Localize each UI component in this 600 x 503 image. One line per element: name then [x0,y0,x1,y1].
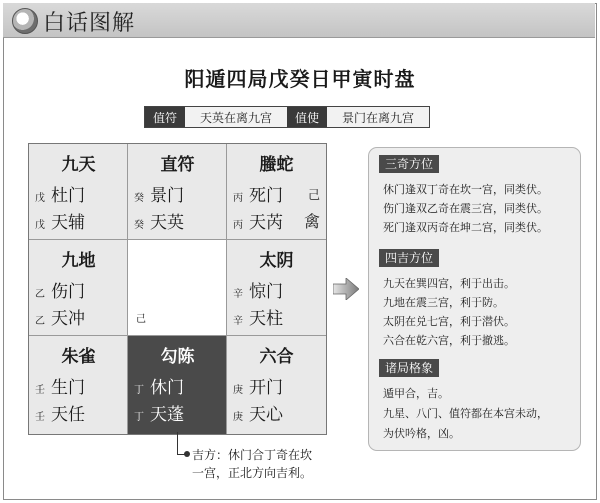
panel-line: 遁甲合，吉。 [383,387,449,400]
palace-star [233,304,323,329]
palace-extra-stem: 己 [307,188,320,202]
palace-star [35,304,125,329]
door-stem: 庚 [233,385,243,396]
door-name: 开门 [249,378,283,398]
zhishi-value: 景门在离九宫 [327,107,429,127]
panel-line: 九地在震三宫，利于防。 [383,296,504,309]
palace-cell [29,336,128,434]
star-name: 天辅 [51,213,85,233]
door-name: 惊门 [249,282,283,302]
logo-emblem-icon [12,8,38,34]
star-stem: 癸 [134,220,144,231]
palace-spirit: 朱雀 [61,347,96,367]
star-stem: 丙 [233,220,243,231]
palace-spirit: 螣蛇 [259,155,294,175]
panel-line: 太阴在兑七宫，利于潜伏。 [383,315,515,328]
palace-spirit: 六合 [259,347,294,367]
header-title: 白话图解 [43,11,136,36]
footnote-leader-line [177,432,178,454]
panel-line: 伤门逢双乙奇在震三宫，同类伏。 [383,202,548,215]
door-name: 死门 [249,186,283,206]
star-stem: 壬 [35,412,45,423]
palace-spirit: 太阴 [259,251,294,271]
star-name: 天英 [150,213,184,233]
star-stem: 庚 [233,412,243,423]
palace-door [35,181,125,206]
panel-line: 九星、八门、值符都在本宫未动， [383,407,548,420]
palace-cell [29,240,128,336]
palace-star [134,208,224,233]
section-tag-geju: 诸局格象 [379,359,439,377]
palace-cell [227,240,326,336]
palace-door [233,277,323,302]
door-stem: 辛 [233,289,243,300]
zhishi-label: 值使 [287,107,327,127]
palace-cell [29,144,128,240]
footnote-line: 吉方：休门合丁奇在坎 [192,448,313,462]
panel-line: 六合在乾六宫，利于撤逃。 [383,334,515,347]
door-name: 休门 [150,378,184,398]
star-stem: 丁 [134,412,144,423]
panel-line: 休门逢双丁奇在坎一宫，同类伏。 [383,183,548,196]
section-tag-siji: 四吉方位 [379,249,439,267]
panel-line: 九天在巽四宫，利于出击。 [383,277,515,290]
door-stem: 壬 [35,385,45,396]
center-stem: 己 [136,314,146,325]
star-stem: 乙 [35,316,45,327]
star-name: 天蓬 [150,405,184,425]
chart-title: 阳遁四局戊癸日甲寅时盘 [184,67,416,91]
footnote-line: 一宫，正北方向吉利。 [192,466,313,480]
palace-spirit: 九天 [61,155,96,175]
palace-spirit: 九地 [61,251,96,271]
door-stem: 癸 [134,193,144,204]
palace-door [134,181,224,206]
footnote [192,446,352,482]
door-stem: 丁 [134,385,144,396]
palace-extra-star: 禽 [303,212,320,231]
star-stem: 辛 [233,316,243,327]
star-name: 天心 [249,405,283,425]
star-name: 天任 [51,405,85,425]
door-name: 杜门 [51,186,85,206]
palace-door [35,373,125,398]
palace-star [35,400,125,425]
palace-star [233,400,323,425]
palace-star [35,208,125,233]
footnote-bullet-icon [184,451,190,457]
door-stem: 乙 [35,289,45,300]
palace-cell [128,144,227,240]
door-name: 伤门 [51,282,85,302]
palace-spirit: 勾陈 [160,347,195,367]
palace-star [134,400,224,425]
right-arrow-icon [333,278,359,300]
star-name: 天柱 [249,309,283,329]
door-name: 生门 [51,378,85,398]
zhifu-label: 值符 [145,107,185,127]
palace-cell-highlighted [128,336,227,434]
door-name: 景门 [150,186,184,206]
palace-door [35,277,125,302]
palace-cell [227,336,326,434]
star-name: 天冲 [51,309,85,329]
palace-grid [28,143,327,435]
info-bar [144,106,430,128]
header-bar [3,3,595,38]
center-palace [128,240,227,336]
door-stem: 戊 [35,193,45,204]
star-stem: 戊 [35,220,45,231]
palace-door [233,373,323,398]
door-stem: 丙 [233,193,243,204]
palace-door [134,373,224,398]
palace-spirit: 直符 [160,155,195,175]
panel-line: 为伏吟格，凶。 [383,427,460,440]
panel-line: 死门逢双丙奇在坤二宫，同类伏。 [383,221,548,234]
section-tag-sanqi: 三奇方位 [379,155,439,173]
palace-cell [227,144,326,240]
zhifu-value: 天英在离九宫 [185,107,287,127]
star-name: 天芮 [249,213,283,233]
